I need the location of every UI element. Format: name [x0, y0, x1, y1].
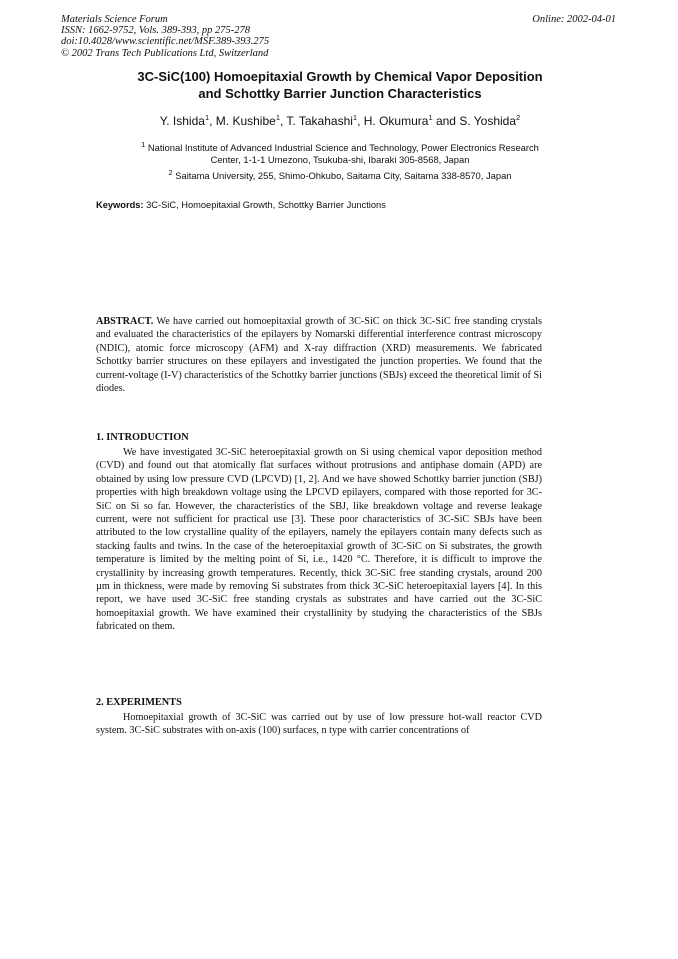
affiliation-1-line-2: Center, 1-1-1 Umezono, Tsukuba-shi, Ibaraki 305-8568, Japan: [210, 154, 470, 166]
section-heading-introduction: 1. INTRODUCTION: [96, 432, 189, 443]
keywords: [96, 200, 386, 210]
affiliation-mark: 1: [275, 113, 280, 122]
affiliation-1: [90, 139, 590, 166]
affiliation-mark: 2: [516, 113, 521, 122]
introduction-paragraph: [96, 446, 542, 634]
title-line-2: and Schottky Barrier Junction Characteristics: [198, 86, 482, 101]
affiliation-2-text: Saitama University, 255, Shimo-Ohkubo, Saitama City, Saitama 338-8570, Japan: [175, 170, 512, 182]
affiliation-mark: 1: [204, 113, 210, 122]
author-list: [60, 113, 620, 128]
keywords-text: 3C-SiC, Homoepitaxial Growth, Schottky Barrier Junctions: [143, 200, 386, 210]
abstract: [96, 315, 542, 395]
journal-header: [61, 14, 269, 59]
experiments-paragraph: [96, 711, 542, 738]
issn-line: ISSN: 1662-9752, Vols. 389-393, pp 275-278: [61, 25, 250, 37]
affiliation-mark: 1: [141, 140, 146, 149]
keywords-label: Keywords:: [96, 200, 144, 210]
paper-title: [60, 68, 620, 102]
affiliation-2: [90, 167, 590, 182]
title-line-1: 3C-SiC(100) Homoepitaxial Growth by Chemical Vapor Deposition: [137, 69, 543, 84]
affiliation-mark: 1: [352, 113, 358, 122]
copyright-line: © 2002 Trans Tech Publications Ltd, Switzerland: [61, 47, 269, 59]
abstract-label: ABSTRACT.: [96, 316, 154, 327]
experiments-text: Homoepitaxial growth of 3C-SiC was carried out by use of low pressure hot-wall reactor CVD system. 3C-SiC substrates with on-axis (100) surfaces, n type with carrier concentrations of: [96, 712, 542, 737]
affiliation-1-line-1: National Institute of Advanced Industrial Science and Technology, Power Electronics Research: [147, 142, 539, 154]
affiliation-mark: 2: [168, 168, 173, 177]
abstract-text: We have carried out homoepitaxial growth of 3C-SiC on thick 3C-SiC free standing crystals and evaluated the characteristics of the epilayers by Nomarski differential interference contrast microscopy (NDIC), atomic force microscopy (AFM) and X-ray diffraction (XRD) measurements. We fabricated Schottky barrier structures on these epilayers and investigated the junction properties. We found that the current-voltage (I-V) characteristics of the Schottky barrier junctions (SBJs) exceed the theoretical limit of Si diodes.: [96, 316, 542, 395]
author-kushibe: , M. Kushibe: [209, 114, 276, 128]
author-okumura: , H. Okumura: [357, 114, 429, 128]
doi-link[interactable]: doi:10.4028/www.scientific.net/MSF.389-393.275: [61, 36, 270, 48]
author-ishida: Y. Ishida: [159, 114, 205, 128]
introduction-text: We have investigated 3C-SiC heteroepitaxial growth on Si using chemical vapor deposition method (CVD) and found out that atomically flat surfaces without protrusions and antiphase domain (APD) are obtained by using low pressure CVD (LPCVD) [1, 2]. And we have showed Schottky barrier junction (SBJ) properties with high breakdown voltage using the LPCVD epilayers, compared with those reported for 3C-SiC on Si so far. However, the characteristics of the SBJ, like breakdown voltage and reverse leakage current, were not sufficient for practical use [3]. These poor characteristics of 3C-SiC SBJs have been attributed to the low crystalline quality of the epilayers, namely the epilayers contain many defects such as stacking faults and twins. In the case of the heteroepitaxial growth of 3C-SiC on Si substrates, the growth temperature is limited by the melting point of Si, i.e., 1420 °C. Therefore, it is difficult to improve the crystallinity by increasing growth temperatures. Recently, thick 3C-SiC free standing crystals, around 200 µm in thickness, were made by removing Si substrates from thick 3C-SiC heteroepitaxial layers [4]. In this report, we have used 3C-SiC free standing crystals as substrates and have carried out the 3C-SiC homoepitaxial growth. We have examined their crystallinity by studying the characteristics of the SBJs fabricated on them.: [96, 447, 542, 633]
journal-name: Materials Science Forum: [61, 14, 168, 25]
author-yoshida: and S. Yoshida: [432, 114, 517, 128]
affiliation-mark: 1: [428, 113, 433, 122]
online-date: Online: 2002-04-01: [532, 14, 616, 25]
section-heading-experiments: 2. EXPERIMENTS: [96, 697, 182, 708]
author-takahashi: , T. Takahashi: [279, 114, 353, 128]
